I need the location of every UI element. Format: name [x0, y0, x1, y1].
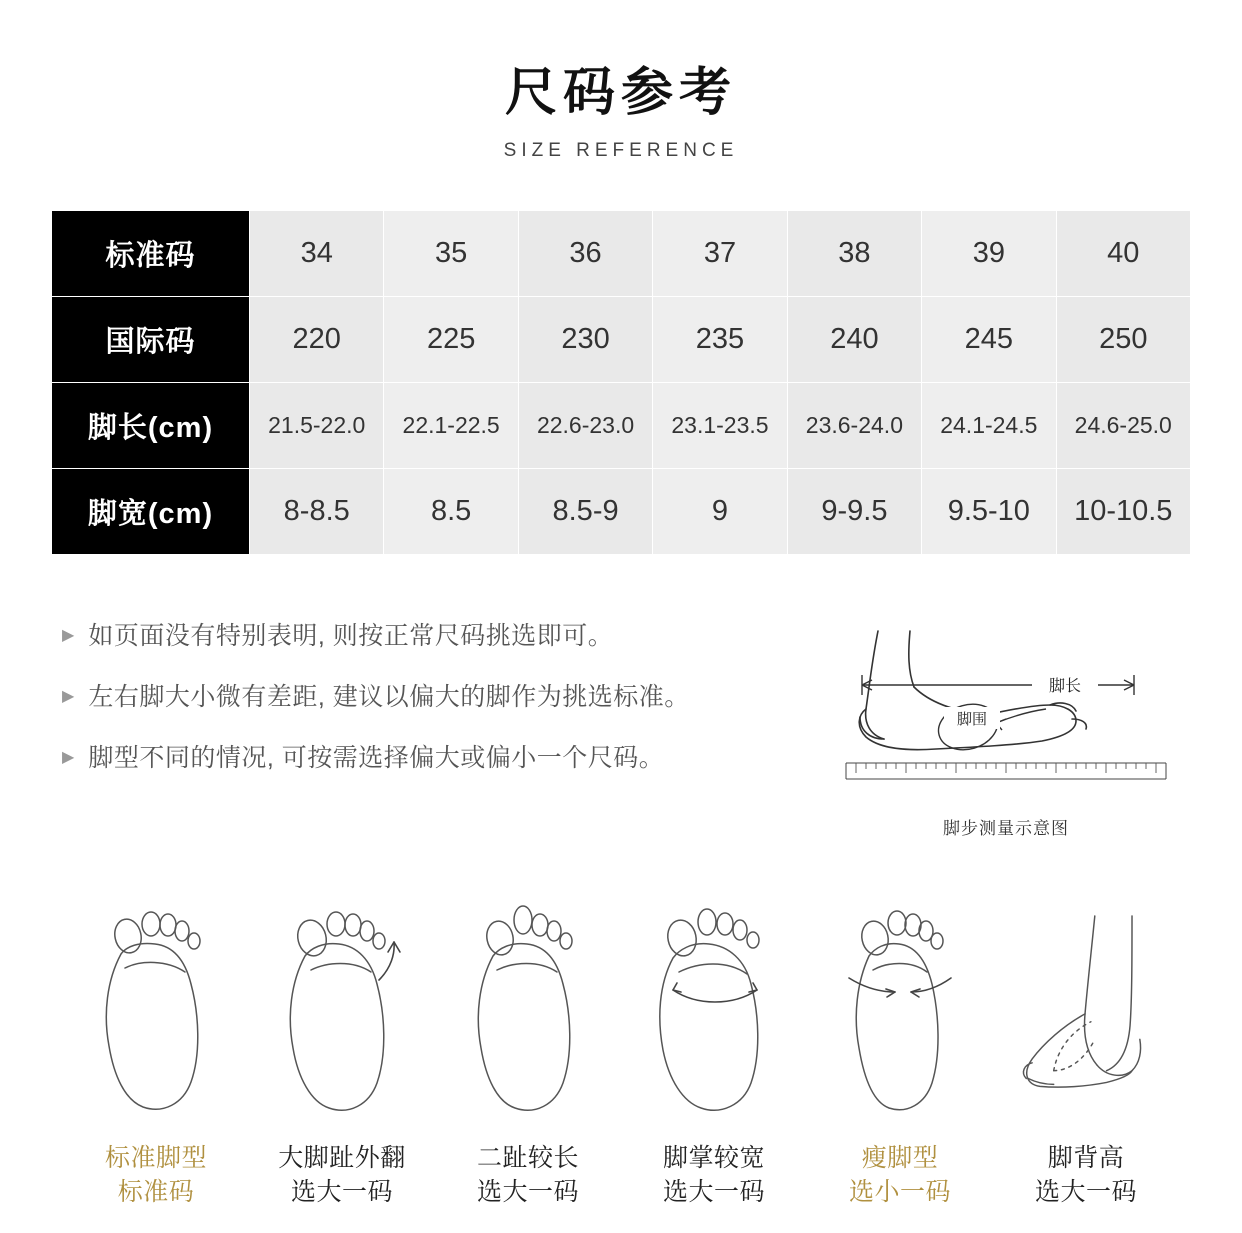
foot-type-label-line1: 大脚趾外翻	[278, 1144, 406, 1173]
table-cell: 24.1-24.5	[922, 383, 1056, 469]
foot-type-label-line2: 选小一码	[848, 1178, 951, 1207]
foot-type-label-line2: 标准码	[117, 1178, 195, 1207]
row-header-standard-size: 标准码	[52, 211, 250, 297]
triangle-bullet-icon: ▶	[62, 749, 75, 767]
table-cell: 36	[518, 211, 652, 297]
foot-type-label-line2: 选大一码	[1034, 1178, 1137, 1207]
row-header-foot-length: 脚长(cm)	[52, 383, 250, 469]
foot-type-label	[807, 1142, 993, 1210]
table-cell: 9.5-10	[922, 469, 1056, 555]
foot-type-item	[435, 889, 621, 1210]
foot-type-label	[621, 1142, 807, 1210]
note-text: 如页面没有特别表明, 则按正常尺码挑选即可。	[88, 622, 614, 651]
foot-type-item	[63, 889, 249, 1210]
note-text: 左右脚大小微有差距, 建议以偏大的脚作为挑选标准。	[88, 683, 690, 712]
table-cell: 220	[250, 297, 384, 383]
foot-type-label	[993, 1142, 1179, 1210]
foot-type-label-line1: 瘦脚型	[861, 1144, 939, 1173]
table-cell: 23.1-23.5	[653, 383, 787, 469]
row-header-international-size: 国际码	[52, 297, 250, 383]
foot-type-label-line1: 脚背高	[1047, 1144, 1125, 1173]
triangle-bullet-icon: ▶	[62, 627, 75, 645]
foot-measure-illustration-icon	[836, 623, 1176, 803]
foot-wide-icon	[621, 889, 807, 1124]
table-cell: 8.5-9	[518, 469, 652, 555]
table-cell: 8-8.5	[250, 469, 384, 555]
table-cell: 21.5-22.0	[250, 383, 384, 469]
triangle-bullet-icon: ▶	[62, 688, 75, 706]
foot-type-item	[249, 889, 435, 1210]
row-header-foot-width: 脚宽(cm)	[52, 469, 250, 555]
foot-type-label	[63, 1142, 249, 1210]
table-cell: 38	[787, 211, 921, 297]
list-item	[62, 619, 770, 653]
table-cell: 8.5	[384, 469, 518, 555]
size-table-wrapper	[51, 210, 1191, 555]
foot-measure-diagram	[770, 619, 1242, 839]
table-cell: 35	[384, 211, 518, 297]
page-title: 尺码参考	[504, 64, 737, 122]
foot-type-label-line2: 选大一码	[662, 1178, 765, 1207]
foot-type-label-line2: 选大一码	[476, 1178, 579, 1207]
foot-type-item	[807, 889, 993, 1210]
table-row	[52, 211, 1191, 297]
table-cell: 225	[384, 297, 518, 383]
page-subtitle: SIZE REFERENCE	[503, 140, 739, 162]
table-cell: 23.6-24.0	[787, 383, 921, 469]
foot-standard-icon	[63, 889, 249, 1124]
table-cell: 9	[653, 469, 787, 555]
notes-list	[0, 619, 770, 802]
notes-and-diagram-section	[0, 619, 1242, 839]
table-cell: 235	[653, 297, 787, 383]
foot-type-label-line1: 脚掌较宽	[662, 1144, 765, 1173]
diagram-caption: 脚步测量示意图	[943, 819, 1069, 839]
foot-type-gallery	[0, 889, 1242, 1210]
diagram-label-foot-girth: 脚围	[956, 711, 988, 729]
table-cell: 39	[922, 211, 1056, 297]
foot-type-label-line2: 选大一码	[290, 1178, 393, 1207]
table-row	[52, 297, 1191, 383]
diagram-label-foot-length: 脚长	[1048, 678, 1082, 696]
table-cell: 10-10.5	[1056, 469, 1190, 555]
table-cell: 37	[653, 211, 787, 297]
foot-high-instep-icon	[993, 889, 1179, 1124]
foot-long-second-toe-icon	[435, 889, 621, 1124]
foot-bunion-icon	[249, 889, 435, 1124]
table-cell: 250	[1056, 297, 1190, 383]
table-cell: 9-9.5	[787, 469, 921, 555]
table-cell: 230	[518, 297, 652, 383]
foot-type-label	[435, 1142, 621, 1210]
size-reference-table	[51, 210, 1191, 555]
list-item	[62, 741, 770, 775]
foot-narrow-icon	[807, 889, 993, 1124]
table-cell: 40	[1056, 211, 1190, 297]
foot-type-label	[249, 1142, 435, 1210]
page-header	[0, 0, 1242, 162]
table-cell: 240	[787, 297, 921, 383]
foot-type-label-line1: 二趾较长	[476, 1144, 579, 1173]
table-cell: 22.6-23.0	[518, 383, 652, 469]
table-cell: 24.6-25.0	[1056, 383, 1190, 469]
table-cell: 22.1-22.5	[384, 383, 518, 469]
table-row	[52, 469, 1191, 555]
foot-type-item	[993, 889, 1179, 1210]
list-item	[62, 680, 770, 714]
foot-type-label-line1: 标准脚型	[104, 1144, 207, 1173]
table-cell: 245	[922, 297, 1056, 383]
table-row	[52, 383, 1191, 469]
foot-type-item	[621, 889, 807, 1210]
note-text: 脚型不同的情况, 可按需选择偏大或偏小一个尺码。	[88, 744, 665, 773]
table-cell: 34	[250, 211, 384, 297]
